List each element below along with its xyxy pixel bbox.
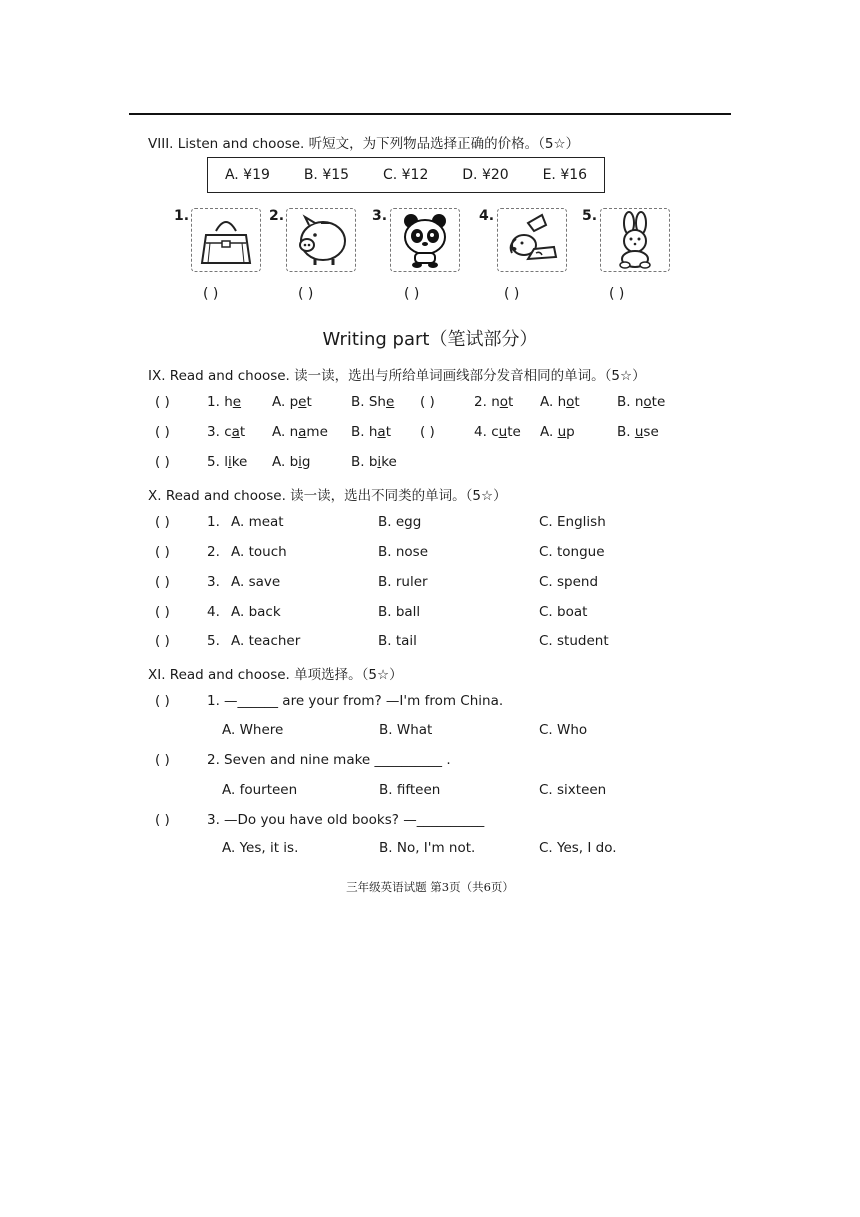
top-rule: [129, 113, 731, 115]
option-b: B. ball: [378, 604, 421, 620]
answer-blank[interactable]: ( ): [155, 604, 170, 620]
option-a: A. hot: [540, 394, 580, 410]
option-a: A. Yes, it is.: [222, 840, 299, 856]
section-9-heading: IX. Read and choose. 读一读，选出与所给单词画线部分发音相同的单词。（5☆）: [148, 368, 646, 384]
option-b: B. bike: [351, 454, 397, 470]
option-a: A. up: [540, 424, 575, 440]
option-c: C. tongue: [539, 544, 605, 560]
question-number: 3.: [207, 574, 220, 590]
option-a: A. name: [272, 424, 328, 440]
question-text: Seven and nine make __________ .: [224, 752, 451, 768]
rabbit-toy-icon: [600, 208, 670, 272]
option-a: A. pet: [272, 394, 312, 410]
option-a: A. meat: [231, 514, 284, 530]
answer-blank[interactable]: ( ): [420, 424, 435, 440]
answer-blank[interactable]: ( ): [155, 693, 170, 709]
answer-blank[interactable]: ( ): [155, 544, 170, 560]
option-c: C. Yes, I do.: [539, 840, 617, 856]
answer-blank[interactable]: ( ): [155, 454, 170, 470]
question-word: 1. he: [207, 394, 242, 410]
handbag-icon: [191, 208, 261, 272]
option-a: A. Where: [222, 722, 284, 738]
option-a: A. save: [231, 574, 281, 590]
piggy-bank-icon: [286, 208, 356, 272]
option-c: C. boat: [539, 604, 588, 620]
picture-number: 4.: [479, 208, 495, 224]
question-text: —______ are your from? —I'm from China.: [224, 693, 504, 709]
option-c: C. student: [539, 633, 609, 649]
picture-number: 2.: [269, 208, 285, 224]
question-text: —Do you have old books? —__________: [224, 812, 485, 828]
section-10-heading: X. Read and choose. 读一读，选出不同类的单词。（5☆）: [148, 488, 507, 504]
price-options-box: [207, 157, 605, 193]
section-11-heading: XI. Read and choose. 单项选择。（5☆）: [148, 667, 403, 683]
option-b: B. note: [617, 394, 666, 410]
option-a: A. back: [231, 604, 281, 620]
question-number: 2.: [207, 752, 220, 768]
answer-blank[interactable]: ( ): [609, 286, 625, 302]
answer-blank[interactable]: ( ): [155, 424, 170, 440]
question-number: 4.: [207, 604, 220, 620]
answer-blank[interactable]: ( ): [155, 812, 170, 828]
answer-blank[interactable]: ( ): [155, 394, 170, 410]
option-c: C. English: [539, 514, 606, 530]
option-b: B. egg: [378, 514, 422, 530]
question-number: 2.: [207, 544, 220, 560]
option-c: C. Who: [539, 722, 588, 738]
option-b: B. hat: [351, 424, 391, 440]
option-b: B. nose: [378, 544, 428, 560]
answer-blank[interactable]: ( ): [155, 574, 170, 590]
question-number: 5.: [207, 633, 220, 649]
option-b: B. fifteen: [379, 782, 441, 798]
question-number: 1.: [207, 693, 220, 709]
option-b: B. ruler: [378, 574, 428, 590]
option-b: B. What: [379, 722, 433, 738]
price-option-a: A. ¥19: [224, 167, 270, 183]
answer-blank[interactable]: ( ): [420, 394, 435, 410]
section-8-heading: VIII. Listen and choose. 听短文，为下列物品选择正确的价格。（5☆）: [148, 136, 580, 152]
page-footer: 三年级英语试题 第3页（共6页）: [346, 880, 514, 894]
option-b: B. tail: [378, 633, 417, 649]
answer-blank[interactable]: ( ): [155, 514, 170, 530]
question-word: 4. cute: [474, 424, 521, 440]
price-option-d: D. ¥20: [462, 167, 509, 183]
option-c: C. spend: [539, 574, 599, 590]
question-word: 3. cat: [207, 424, 246, 440]
question-word: 2. not: [474, 394, 514, 410]
picture-number: 1.: [174, 208, 190, 224]
answer-blank[interactable]: ( ): [203, 286, 219, 302]
question-number: 3.: [207, 812, 220, 828]
option-b: B. No, I'm not.: [379, 840, 476, 856]
dog-toy-icon: [497, 208, 567, 272]
price-option-e: E. ¥16: [542, 167, 588, 183]
answer-blank[interactable]: ( ): [155, 633, 170, 649]
question-word: 5. like: [207, 454, 248, 470]
answer-blank[interactable]: ( ): [404, 286, 420, 302]
picture-number: 3.: [372, 208, 388, 224]
price-option-b: B. ¥15: [303, 167, 350, 183]
option-a: A. teacher: [231, 633, 301, 649]
answer-blank[interactable]: ( ): [504, 286, 520, 302]
option-a: A. fourteen: [222, 782, 298, 798]
answer-blank[interactable]: ( ): [155, 752, 170, 768]
price-option-c: C. ¥12: [382, 167, 429, 183]
answer-blank[interactable]: ( ): [298, 286, 314, 302]
option-c: C. sixteen: [539, 782, 607, 798]
option-a: A. touch: [231, 544, 287, 560]
panda-icon: [390, 208, 460, 272]
option-b: B. use: [617, 424, 659, 440]
writing-part-title: Writing part（笔试部分）: [322, 329, 538, 350]
picture-number: 5.: [582, 208, 598, 224]
option-a: A. big: [272, 454, 311, 470]
option-b: B. She: [351, 394, 395, 410]
question-number: 1.: [207, 514, 220, 530]
